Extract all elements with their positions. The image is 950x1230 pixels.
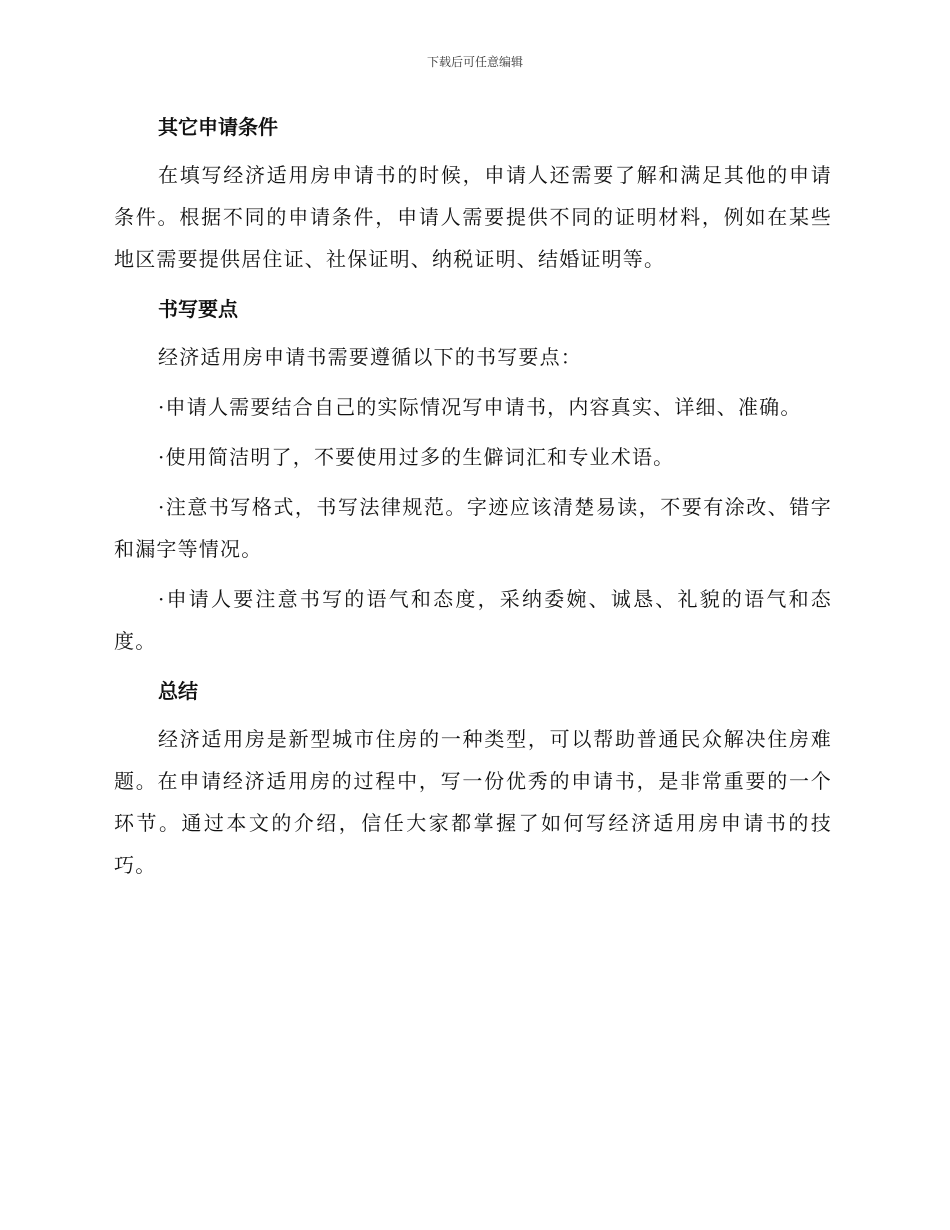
paragraph: 经济适用房申请书需要遵循以下的书写要点：	[158, 345, 582, 369]
section-heading-summary: 总结	[158, 679, 198, 703]
document-body	[114, 108, 832, 886]
paragraph: 在填写经济适用房申请书的时候，申请人还需要了解和满足其他的申请条件。根据不同的申请条件，申请人需要提供不同的证明材料，例如在某些地区需要提供居住证、社保证明、纳税证明、结婚证明等。	[114, 163, 832, 271]
page-header: 下载后可任意编辑	[426, 55, 523, 69]
bullet-item: ·申请人需要结合自己的实际情况写申请书，内容真实、详细、准确。	[158, 395, 802, 419]
bullet-item: ·使用简洁明了，不要使用过多的生僻词汇和专业术语。	[158, 445, 675, 469]
bullet-item: ·注意书写格式，书写法律规范。字迹应该清楚易读，不要有涂改、错字和漏字等情况。	[114, 495, 832, 561]
section-heading-other-conditions: 其它申请条件	[158, 115, 278, 139]
bullet-item: ·申请人要注意书写的语气和态度，采纳委婉、诚恳、礼貌的语气和态度。	[114, 587, 832, 653]
section-heading-writing-points: 书写要点	[158, 297, 238, 321]
paragraph: 经济适用房是新型城市住房的一种类型，可以帮助普通民众解决住房难题。在申请经济适用房的过程中，写一份优秀的申请书，是非常重要的一个环节。通过本文的介绍，信任大家都掌握了如何写经济适用房申请书的技巧。	[114, 727, 832, 877]
